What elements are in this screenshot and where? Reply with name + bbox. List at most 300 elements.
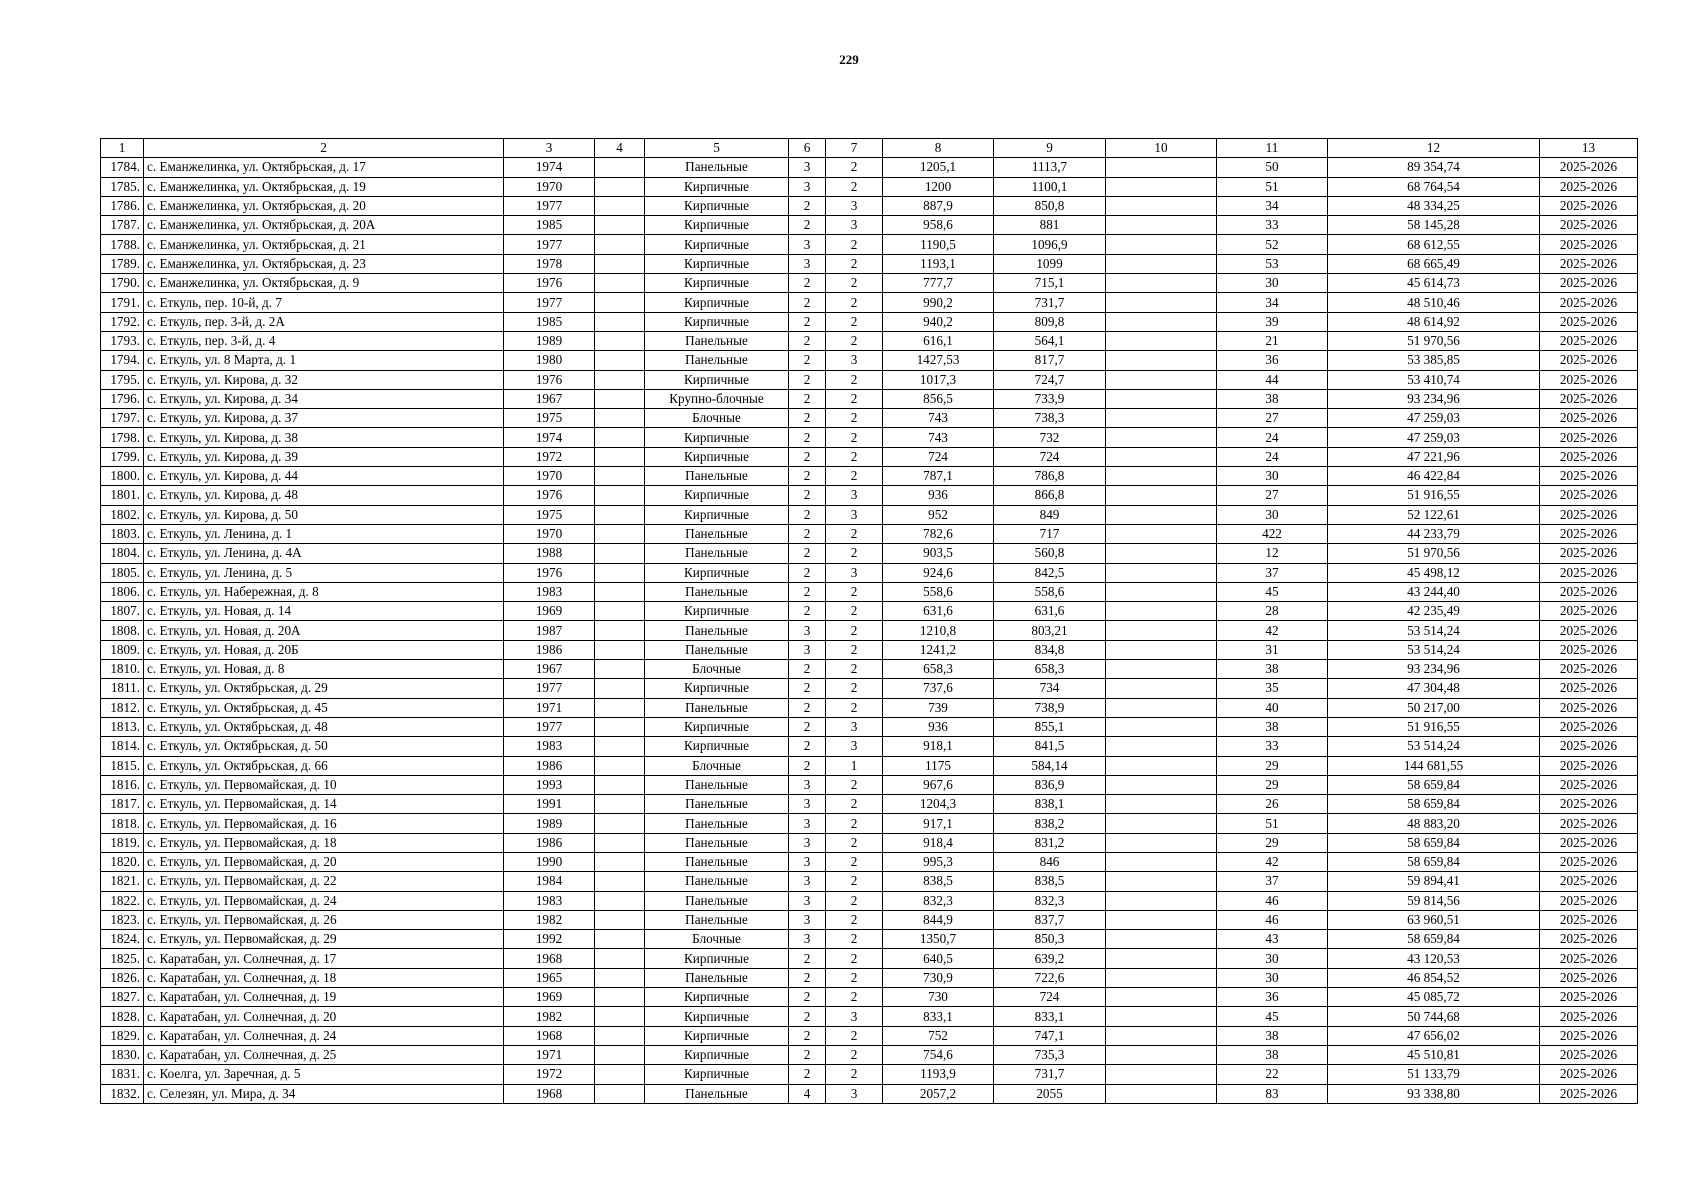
cell-row-number: 1787. [101,216,144,235]
cell-residents: 46 [1217,891,1328,910]
cell-residents: 29 [1217,756,1328,775]
cell-floors: 2 [789,698,826,717]
table-row [101,216,1638,235]
cell-living-area: 732 [994,428,1106,447]
cell-col-10 [1106,621,1217,640]
cell-period: 2025-2026 [1540,872,1638,891]
cell-year-built: 1984 [504,872,595,891]
cell-row-number: 1827. [101,988,144,1007]
cell-year-built: 1975 [504,505,595,524]
column-header: 1 [101,139,144,158]
cell-row-number: 1816. [101,775,144,794]
cell-living-area: 850,3 [994,930,1106,949]
cell-address: с. Еткуль, ул. Кирова, д. 39 [144,447,504,466]
cell-living-area: 833,1 [994,1007,1106,1026]
cell-col-10 [1106,235,1217,254]
cell-col-10 [1106,544,1217,563]
cell-cost: 47 259,03 [1328,409,1540,428]
column-header: 10 [1106,139,1217,158]
cell-residents: 46 [1217,910,1328,929]
cell-year-built: 1991 [504,795,595,814]
column-header: 4 [595,139,645,158]
cell-col-10 [1106,949,1217,968]
cell-row-number: 1832. [101,1084,144,1103]
cell-cost: 47 259,03 [1328,428,1540,447]
cell-cost: 58 659,84 [1328,833,1540,852]
cell-entrances: 2 [826,660,883,679]
table-row [101,1045,1638,1064]
cell-row-number: 1831. [101,1065,144,1084]
cell-year-built: 1965 [504,968,595,987]
cell-floors: 3 [789,640,826,659]
cell-cost: 45 498,12 [1328,563,1540,582]
cell-floors: 2 [789,544,826,563]
cell-wall-material: Кирпичные [645,1007,789,1026]
cell-total-area: 838,5 [883,872,994,891]
cell-year-built: 1976 [504,486,595,505]
cell-cost: 51 970,56 [1328,544,1540,563]
cell-address: с. Еткуль, ул. Новая, д. 14 [144,602,504,621]
cell-residents: 36 [1217,988,1328,1007]
cell-total-area: 995,3 [883,852,994,871]
cell-residents: 42 [1217,852,1328,871]
cell-total-area: 833,1 [883,1007,994,1026]
cell-address: с. Каратабан, ул. Солнечная, д. 20 [144,1007,504,1026]
cell-floors: 2 [789,563,826,582]
cell-floors: 2 [789,274,826,293]
cell-residents: 31 [1217,640,1328,659]
cell-wall-material: Панельные [645,833,789,852]
cell-residents: 30 [1217,505,1328,524]
cell-year-built: 1980 [504,351,595,370]
cell-period: 2025-2026 [1540,1026,1638,1045]
cell-total-area: 787,1 [883,467,994,486]
cell-total-area: 754,6 [883,1045,994,1064]
cell-period: 2025-2026 [1540,177,1638,196]
table-row [101,602,1638,621]
cell-col-10 [1106,389,1217,408]
cell-wall-material: Кирпичные [645,370,789,389]
cell-cost: 51 916,55 [1328,486,1540,505]
cell-living-area: 838,2 [994,814,1106,833]
cell-total-area: 558,6 [883,582,994,601]
cell-wall-material: Кирпичные [645,563,789,582]
cell-residents: 33 [1217,216,1328,235]
cell-living-area: 560,8 [994,544,1106,563]
cell-period: 2025-2026 [1540,389,1638,408]
cell-floors: 2 [789,582,826,601]
cell-period: 2025-2026 [1540,737,1638,756]
cell-row-number: 1817. [101,795,144,814]
cell-living-area: 735,3 [994,1045,1106,1064]
cell-period: 2025-2026 [1540,235,1638,254]
cell-address: с. Еткуль, ул. Ленина, д. 5 [144,563,504,582]
cell-residents: 22 [1217,1065,1328,1084]
column-header: 5 [645,139,789,158]
table-row [101,756,1638,775]
cell-wall-material: Кирпичные [645,1045,789,1064]
cell-row-number: 1820. [101,852,144,871]
cell-col-4 [595,389,645,408]
cell-living-area: 803,21 [994,621,1106,640]
cell-year-built: 1968 [504,1084,595,1103]
table-row [101,196,1638,215]
cell-period: 2025-2026 [1540,563,1638,582]
cell-year-built: 1977 [504,293,595,312]
cell-floors: 3 [789,177,826,196]
cell-period: 2025-2026 [1540,949,1638,968]
cell-living-area: 724,7 [994,370,1106,389]
table-row [101,254,1638,273]
cell-wall-material: Кирпичные [645,505,789,524]
cell-entrances: 2 [826,640,883,659]
cell-entrances: 2 [826,910,883,929]
cell-wall-material: Панельные [645,698,789,717]
cell-floors: 3 [789,852,826,871]
cell-row-number: 1805. [101,563,144,582]
cell-total-area: 658,3 [883,660,994,679]
cell-living-area: 850,8 [994,196,1106,215]
cell-residents: 43 [1217,930,1328,949]
cell-address: с. Еткуль, ул. Кирова, д. 32 [144,370,504,389]
cell-col-4 [595,698,645,717]
cell-living-area: 639,2 [994,949,1106,968]
cell-floors: 2 [789,486,826,505]
cell-residents: 50 [1217,158,1328,177]
column-header: 11 [1217,139,1328,158]
cell-total-area: 1350,7 [883,930,994,949]
cell-total-area: 730,9 [883,968,994,987]
cell-total-area: 917,1 [883,814,994,833]
cell-col-4 [595,524,645,543]
cell-col-10 [1106,447,1217,466]
cell-col-4 [595,872,645,891]
table-row [101,698,1638,717]
cell-floors: 2 [789,370,826,389]
cell-year-built: 1972 [504,1065,595,1084]
table-row [101,563,1638,582]
column-header: 7 [826,139,883,158]
cell-wall-material: Блочные [645,409,789,428]
cell-living-area: 731,7 [994,293,1106,312]
cell-address: с. Каратабан, ул. Солнечная, д. 24 [144,1026,504,1045]
cell-period: 2025-2026 [1540,505,1638,524]
cell-residents: 38 [1217,1045,1328,1064]
cell-total-area: 940,2 [883,312,994,331]
cell-wall-material: Кирпичные [645,717,789,736]
cell-year-built: 1975 [504,409,595,428]
cell-year-built: 1985 [504,216,595,235]
cell-floors: 2 [789,389,826,408]
cell-address: с. Каратабан, ул. Солнечная, д. 17 [144,949,504,968]
cell-entrances: 2 [826,370,883,389]
housing-registry-table [100,138,1638,1104]
cell-entrances: 2 [826,158,883,177]
cell-col-10 [1106,717,1217,736]
cell-entrances: 2 [826,795,883,814]
cell-row-number: 1791. [101,293,144,312]
cell-year-built: 1976 [504,563,595,582]
cell-col-4 [595,1026,645,1045]
cell-col-4 [595,930,645,949]
cell-row-number: 1798. [101,428,144,447]
cell-wall-material: Панельные [645,891,789,910]
cell-wall-material: Кирпичные [645,293,789,312]
cell-col-4 [595,235,645,254]
cell-wall-material: Кирпичные [645,177,789,196]
cell-period: 2025-2026 [1540,621,1638,640]
cell-year-built: 1967 [504,389,595,408]
cell-entrances: 2 [826,409,883,428]
cell-col-4 [595,428,645,447]
cell-living-area: 855,1 [994,717,1106,736]
table-row [101,852,1638,871]
cell-col-10 [1106,910,1217,929]
cell-period: 2025-2026 [1540,216,1638,235]
cell-floors: 3 [789,775,826,794]
cell-cost: 52 122,61 [1328,505,1540,524]
cell-living-area: 722,6 [994,968,1106,987]
cell-cost: 45 510,81 [1328,1045,1540,1064]
cell-row-number: 1813. [101,717,144,736]
table-row [101,795,1638,814]
cell-residents: 28 [1217,602,1328,621]
cell-wall-material: Кирпичные [645,447,789,466]
table-row [101,910,1638,929]
cell-row-number: 1830. [101,1045,144,1064]
cell-cost: 93 234,96 [1328,389,1540,408]
cell-row-number: 1788. [101,235,144,254]
cell-residents: 24 [1217,447,1328,466]
cell-floors: 2 [789,409,826,428]
cell-col-4 [595,1007,645,1026]
cell-residents: 52 [1217,235,1328,254]
table-row [101,158,1638,177]
cell-period: 2025-2026 [1540,679,1638,698]
table-row [101,949,1638,968]
cell-col-4 [595,717,645,736]
cell-floors: 3 [789,254,826,273]
table-row [101,505,1638,524]
cell-address: с. Селезян, ул. Мира, д. 34 [144,1084,504,1103]
cell-entrances: 3 [826,351,883,370]
cell-period: 2025-2026 [1540,795,1638,814]
cell-col-10 [1106,968,1217,987]
cell-col-4 [595,1065,645,1084]
cell-address: с. Еткуль, ул. Кирова, д. 34 [144,389,504,408]
cell-floors: 3 [789,814,826,833]
column-header: 13 [1540,139,1638,158]
cell-living-area: 564,1 [994,331,1106,350]
cell-floors: 2 [789,196,826,215]
cell-floors: 2 [789,949,826,968]
cell-row-number: 1818. [101,814,144,833]
cell-col-4 [595,196,645,215]
table-row [101,486,1638,505]
cell-entrances: 2 [826,621,883,640]
cell-year-built: 1968 [504,949,595,968]
cell-residents: 29 [1217,775,1328,794]
cell-year-built: 1976 [504,370,595,389]
cell-residents: 24 [1217,428,1328,447]
cell-entrances: 2 [826,467,883,486]
cell-address: с. Еткуль, ул. Первомайская, д. 24 [144,891,504,910]
table-row [101,274,1638,293]
cell-address: с. Еткуль, ул. Новая, д. 8 [144,660,504,679]
table-row [101,409,1638,428]
cell-address: с. Еткуль, ул. Октябрьская, д. 45 [144,698,504,717]
cell-entrances: 2 [826,544,883,563]
table-row [101,988,1638,1007]
cell-entrances: 2 [826,331,883,350]
cell-year-built: 1986 [504,640,595,659]
cell-residents: 37 [1217,872,1328,891]
table-row [101,679,1638,698]
cell-row-number: 1825. [101,949,144,968]
cell-living-area: 866,8 [994,486,1106,505]
table-row [101,177,1638,196]
cell-total-area: 918,1 [883,737,994,756]
cell-period: 2025-2026 [1540,852,1638,871]
cell-residents: 27 [1217,409,1328,428]
cell-living-area: 846 [994,852,1106,871]
cell-wall-material: Панельные [645,544,789,563]
cell-col-4 [595,1045,645,1064]
cell-total-area: 2057,2 [883,1084,994,1103]
cell-row-number: 1814. [101,737,144,756]
cell-entrances: 2 [826,852,883,871]
cell-row-number: 1809. [101,640,144,659]
cell-col-4 [595,563,645,582]
cell-living-area: 558,6 [994,582,1106,601]
cell-period: 2025-2026 [1540,775,1638,794]
cell-wall-material: Кирпичные [645,949,789,968]
cell-period: 2025-2026 [1540,409,1638,428]
cell-col-4 [595,254,645,273]
cell-total-area: 782,6 [883,524,994,543]
cell-col-4 [595,795,645,814]
cell-col-4 [595,737,645,756]
cell-cost: 53 410,74 [1328,370,1540,389]
table-row [101,467,1638,486]
table-row [101,737,1638,756]
cell-living-area: 837,7 [994,910,1106,929]
cell-total-area: 1427,53 [883,351,994,370]
cell-cost: 51 133,79 [1328,1065,1540,1084]
cell-cost: 48 614,92 [1328,312,1540,331]
cell-wall-material: Блочные [645,756,789,775]
cell-period: 2025-2026 [1540,274,1638,293]
cell-total-area: 1175 [883,756,994,775]
cell-floors: 2 [789,737,826,756]
cell-wall-material: Кирпичные [645,486,789,505]
cell-address: с. Еткуль, ул. Первомайская, д. 22 [144,872,504,891]
cell-year-built: 1986 [504,833,595,852]
cell-col-4 [595,988,645,1007]
cell-period: 2025-2026 [1540,582,1638,601]
cell-total-area: 844,9 [883,910,994,929]
cell-address: с. Еткуль, ул. Набережная, д. 8 [144,582,504,601]
cell-address: с. Еткуль, ул. Октябрьская, д. 48 [144,717,504,736]
column-header: 9 [994,139,1106,158]
cell-living-area: 881 [994,216,1106,235]
cell-year-built: 1988 [504,544,595,563]
table-row [101,775,1638,794]
cell-total-area: 952 [883,505,994,524]
cell-entrances: 2 [826,602,883,621]
cell-col-4 [595,177,645,196]
cell-address: с. Еткуль, ул. Октябрьская, д. 50 [144,737,504,756]
cell-year-built: 1971 [504,1045,595,1064]
cell-year-built: 1989 [504,814,595,833]
cell-wall-material: Крупно-блочные [645,389,789,408]
cell-row-number: 1792. [101,312,144,331]
cell-period: 2025-2026 [1540,447,1638,466]
cell-wall-material: Панельные [645,524,789,543]
cell-total-area: 903,5 [883,544,994,563]
cell-living-area: 733,9 [994,389,1106,408]
cell-col-10 [1106,660,1217,679]
cell-wall-material: Кирпичные [645,216,789,235]
cell-floors: 2 [789,428,826,447]
cell-floors: 2 [789,1065,826,1084]
cell-col-4 [595,949,645,968]
cell-entrances: 2 [826,775,883,794]
cell-total-area: 616,1 [883,331,994,350]
cell-row-number: 1803. [101,524,144,543]
cell-wall-material: Блочные [645,930,789,949]
cell-total-area: 936 [883,717,994,736]
cell-col-4 [595,968,645,987]
cell-col-10 [1106,563,1217,582]
cell-entrances: 2 [826,293,883,312]
cell-living-area: 832,3 [994,891,1106,910]
cell-col-10 [1106,486,1217,505]
cell-living-area: 738,3 [994,409,1106,428]
cell-row-number: 1789. [101,254,144,273]
cell-wall-material: Кирпичные [645,679,789,698]
table-row [101,1026,1638,1045]
cell-residents: 51 [1217,814,1328,833]
cell-living-area: 842,5 [994,563,1106,582]
cell-cost: 59 894,41 [1328,872,1540,891]
cell-wall-material: Кирпичные [645,1065,789,1084]
cell-col-10 [1106,814,1217,833]
column-header: 8 [883,139,994,158]
cell-col-10 [1106,988,1217,1007]
cell-year-built: 1969 [504,602,595,621]
cell-cost: 45 614,73 [1328,274,1540,293]
cell-total-area: 1204,3 [883,795,994,814]
table-row [101,428,1638,447]
cell-residents: 38 [1217,1026,1328,1045]
cell-total-area: 1241,2 [883,640,994,659]
cell-entrances: 1 [826,756,883,775]
cell-year-built: 1985 [504,312,595,331]
table-row [101,544,1638,563]
cell-wall-material: Кирпичные [645,235,789,254]
cell-cost: 59 814,56 [1328,891,1540,910]
cell-total-area: 990,2 [883,293,994,312]
cell-period: 2025-2026 [1540,293,1638,312]
cell-address: с. Еткуль, ул. Первомайская, д. 14 [144,795,504,814]
cell-cost: 47 656,02 [1328,1026,1540,1045]
cell-year-built: 1970 [504,524,595,543]
cell-total-area: 730 [883,988,994,1007]
cell-wall-material: Панельные [645,968,789,987]
cell-year-built: 1970 [504,177,595,196]
cell-living-area: 809,8 [994,312,1106,331]
